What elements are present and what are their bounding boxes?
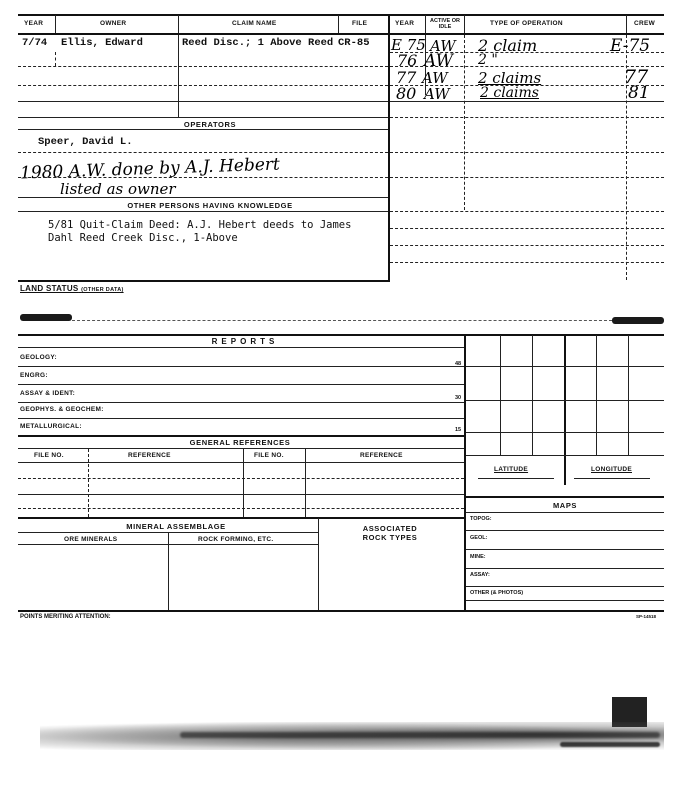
activity-status-1: AW bbox=[430, 37, 456, 55]
report-engrg: ENGRG: bbox=[20, 372, 48, 379]
land-status-smudge-right bbox=[612, 317, 664, 324]
other-persons-note-line1: 5/81 Quit-Claim Deed: A.J. Hebert deeds to James bbox=[48, 219, 352, 231]
activity-status-3: AW bbox=[422, 69, 448, 87]
operators-handwritten-line2: listed as owner bbox=[60, 180, 176, 198]
map-mine: MINE: bbox=[470, 554, 486, 560]
associated-rock-types-line2: ROCK TYPES bbox=[362, 533, 418, 542]
general-references-title: GENERAL REFERENCES bbox=[189, 438, 291, 447]
operator-entry: Speer, David L. bbox=[38, 136, 133, 148]
activity-status-2: AW bbox=[424, 51, 454, 71]
activity-year-2: 76 bbox=[397, 51, 418, 70]
activity-operation-3: 2 claims bbox=[478, 69, 542, 87]
ref-header-reference-1: REFERENCE bbox=[128, 452, 171, 459]
activity-operation-1: 2 claim bbox=[478, 36, 538, 55]
header-owner: OWNER bbox=[100, 20, 127, 27]
points-meriting-attention: POINTS MERITING ATTENTION: bbox=[20, 614, 111, 620]
header-crew: CREW bbox=[634, 20, 656, 27]
land-status-smudge-left bbox=[20, 314, 72, 321]
map-geol: GEOL: bbox=[470, 535, 488, 541]
longitude-label: LONGITUDE bbox=[591, 466, 632, 473]
other-persons-note-line2: Dahl Reed Creek Disc., 1-Above bbox=[48, 232, 238, 244]
other-persons-title: OTHER PERSONS HAVING KNOWLEDGE bbox=[127, 201, 293, 210]
ref-header-reference-2: REFERENCE bbox=[360, 452, 403, 459]
activity-year-3: 77 bbox=[396, 68, 417, 87]
report-metallurgical-num: 15 bbox=[455, 427, 462, 433]
header-year: YEAR bbox=[24, 20, 44, 27]
operators-handwritten-line1: 1980 A.W. done by A.J. Hebert bbox=[19, 154, 281, 184]
header-claim-name: CLAIM NAME bbox=[232, 20, 277, 27]
activity-status-4: AW bbox=[424, 85, 450, 103]
activity-crew-1: E-75 bbox=[610, 36, 651, 56]
report-metallurgical: METALLURGICAL: bbox=[20, 423, 82, 430]
claim-year: 7/74 bbox=[22, 37, 48, 49]
activity-operation-4: 2 claims bbox=[480, 85, 539, 101]
land-status-label: LAND STATUS bbox=[20, 284, 79, 293]
claim-file: CR-85 bbox=[338, 37, 370, 49]
claim-owner: Ellis, Edward bbox=[61, 37, 143, 49]
rock-forming-label: ROCK FORMING, ETC. bbox=[198, 536, 274, 543]
report-geophys-num: 30 bbox=[455, 395, 462, 401]
header-activity-year: YEAR bbox=[395, 20, 415, 27]
activity-year-1: E 75 bbox=[391, 36, 426, 54]
ref-header-file-no-1: FILE NO. bbox=[34, 452, 64, 459]
ref-header-file-no-2: FILE NO. bbox=[254, 452, 284, 459]
latitude-label: LATITUDE bbox=[494, 466, 529, 473]
report-engrg-num: 48 bbox=[455, 361, 462, 367]
mineral-assemblage-title: MINERAL ASSEMBLAGE bbox=[126, 522, 226, 531]
map-other: OTHER (& PHOTOS) bbox=[470, 590, 524, 596]
land-status-subtitle: (OTHER DATA) bbox=[81, 287, 124, 293]
activity-crew-4: 81 bbox=[628, 83, 650, 103]
associated-rock-types-line1: ASSOCIATED bbox=[362, 524, 418, 533]
activity-crew-3: 77 bbox=[624, 66, 649, 88]
map-assay: ASSAY: bbox=[470, 572, 490, 578]
scan-smudge-streak-2 bbox=[560, 742, 660, 747]
maps-title: MAPS bbox=[552, 501, 578, 510]
operators-title: OPERATORS bbox=[183, 120, 237, 129]
report-geology: GEOLOGY: bbox=[20, 354, 57, 361]
header-active-idle: ACTIVE OR IDLE bbox=[430, 18, 460, 30]
header-file: FILE bbox=[352, 20, 368, 27]
report-assay: ASSAY & IDENT: bbox=[20, 390, 76, 397]
activity-operation-2: 2 " bbox=[478, 52, 498, 68]
map-topog: TOPOG: bbox=[470, 516, 492, 522]
header-type-of-operation: TYPE OF OPERATION bbox=[490, 20, 563, 27]
report-geophys: GEOPHYS. & GEOCHEM: bbox=[20, 406, 104, 413]
reports-title: REPORTS bbox=[211, 337, 279, 346]
ore-minerals-label: ORE MINERALS bbox=[64, 536, 118, 543]
claim-name: Reed Disc.; 1 Above Reed bbox=[182, 37, 334, 49]
scan-smudge-streak bbox=[180, 732, 660, 738]
activity-year-4: 80 bbox=[396, 84, 417, 103]
land-status-title bbox=[20, 284, 124, 293]
form-number: SP-14518 bbox=[636, 614, 657, 619]
